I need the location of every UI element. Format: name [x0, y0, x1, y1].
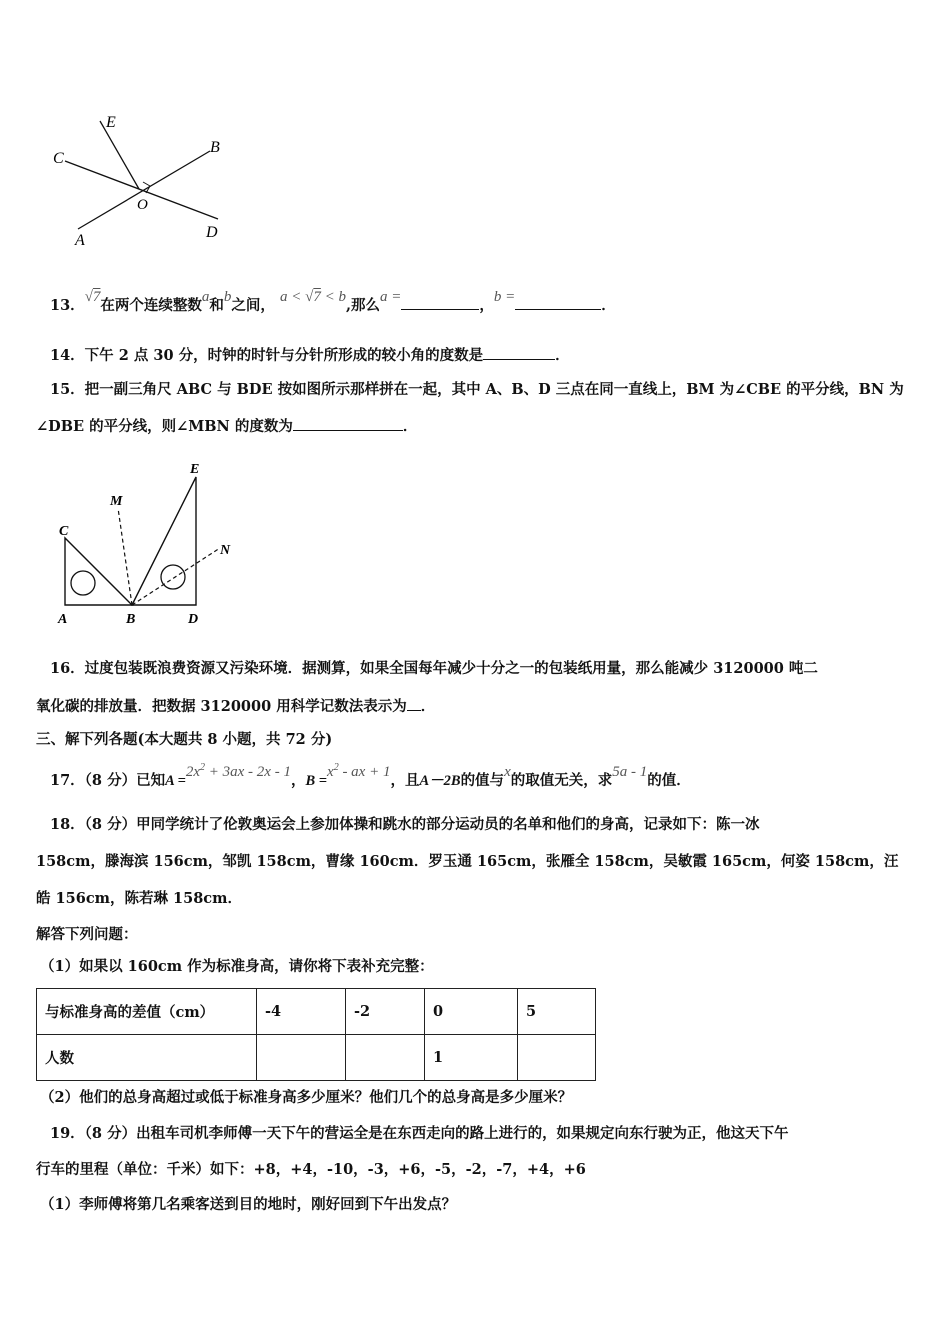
table-cell: 1	[425, 1035, 518, 1081]
answer-blank-b[interactable]	[515, 295, 601, 310]
label-b2: B	[126, 612, 136, 627]
height-difference-table	[36, 988, 596, 1081]
table-cell: 5	[518, 989, 596, 1035]
question-17: 17．（8 分）已知$A =2x^2 + 3ax - 2x - 1$，$B =x^2$ - ax + 1，且A－2B的值与x的取值无关，求5a - 1的值．	[50, 762, 691, 789]
question-18-line1: 18．（8 分）甲同学统计了伦敦奥运会上参加体操和跳水的部分运动员的名单和他们的身高，记录如下：陈一冰	[50, 816, 760, 833]
question-18-line3: 皓 156cm，陈若琳 158cm．	[36, 890, 242, 907]
table-row	[37, 989, 596, 1035]
question-14: 14．下午 2 点 30 分，时钟的时针与分针所形成的较小角的度数是 ．	[50, 347, 570, 364]
question-15-line1: 15．把一副三角尺 ABC 与 BDE 按如图所示那样拼在一起，其中 A、B、D 三点在同一直线上，BM 为∠CBE 的平分线，BN 为	[50, 381, 904, 398]
table-cell-blank[interactable]	[257, 1035, 346, 1081]
table-cell: -4	[257, 989, 346, 1035]
ray-bm	[118, 508, 132, 605]
label-d2: D	[188, 612, 199, 627]
triangle-abc	[65, 538, 132, 605]
answer-blank-a[interactable]	[401, 295, 479, 310]
question-15-line2: ∠DBE 的平分线，则∠MBN 的度数为 ．	[36, 418, 418, 435]
label-c2: C	[59, 524, 69, 539]
question-13: 13．√7在两个连续整数a和b之间， a < √7 < b,那么a = ，b = ．	[50, 289, 616, 314]
table-cell: -2	[346, 989, 425, 1035]
triangle-abc-hole	[71, 571, 95, 595]
table-cell: 0	[425, 989, 518, 1035]
answer-label: 解答下列问题：	[36, 926, 138, 943]
table-cell: 与标准身高的差值（cm）	[37, 989, 257, 1035]
label-c: C	[53, 150, 64, 167]
question-18-part2: （2）他们的总身高超过或低于标准身高多少厘米？他们几个的总身高是多少厘米？	[40, 1089, 573, 1106]
label-n: N	[220, 543, 231, 558]
question-16-line2: 氧化碳的排放量．把数据 3120000 用科学记数法表示为 ．	[36, 698, 436, 715]
ray-bn	[132, 548, 220, 605]
line-a-b	[78, 151, 210, 229]
label-a: A	[75, 232, 85, 249]
figure-set-squares	[50, 455, 250, 635]
question-19-part1: （1）李师傅将第几名乘客送到目的地时，刚好回到下午出发点？	[40, 1196, 457, 1213]
sqrt-radicand: 7	[92, 289, 101, 305]
ray-o-e	[100, 121, 139, 189]
section-3-title: 三、解下列各题(本大题共 8 小题，共 72 分)	[36, 731, 333, 748]
answer-blank-15[interactable]	[293, 416, 403, 431]
label-a2: A	[58, 612, 68, 627]
question-18-line2: 158cm，滕海滨 156cm，邹凯 158cm，曹缘 160cm．罗玉通 165cm，张雁全 158cm，吴敏霞 165cm，何姿 158cm，汪	[36, 853, 899, 870]
answer-blank-16[interactable]	[407, 696, 421, 711]
label-o: O	[137, 197, 148, 213]
label-b: B	[210, 139, 220, 156]
question-19-line2: 行车的里程（单位：千米）如下：+8，+4，-10，-3，+6，-5，-2，-7，+4，+6	[36, 1161, 586, 1178]
label-m: M	[110, 494, 123, 509]
figure-angle-lines	[40, 105, 240, 255]
triangle-bde-hole	[161, 565, 185, 589]
table-row	[37, 1035, 596, 1081]
label-e: E	[106, 114, 116, 131]
label-d: D	[206, 224, 218, 241]
question-16-line1: 16．过度包装既浪费资源又污染环境．据测算，如果全国每年减少十分之一的包装纸用量，那么能减少 3120000 吨二	[50, 660, 818, 677]
table-cell: 人数	[37, 1035, 257, 1081]
answer-blank-14[interactable]	[483, 345, 555, 360]
table-cell-blank[interactable]	[518, 1035, 596, 1081]
label-e2: E	[190, 462, 200, 477]
question-18-part1: （1）如果以 160cm 作为标准身高，请你将下表补充完整：	[40, 958, 434, 975]
table-cell-blank[interactable]	[346, 1035, 425, 1081]
question-19-line1: 19．（8 分）出租车司机李师傅一天下午的营运全是在东西走向的路上进行的，如果规定向东行驶为正，他这天下午	[50, 1125, 789, 1142]
